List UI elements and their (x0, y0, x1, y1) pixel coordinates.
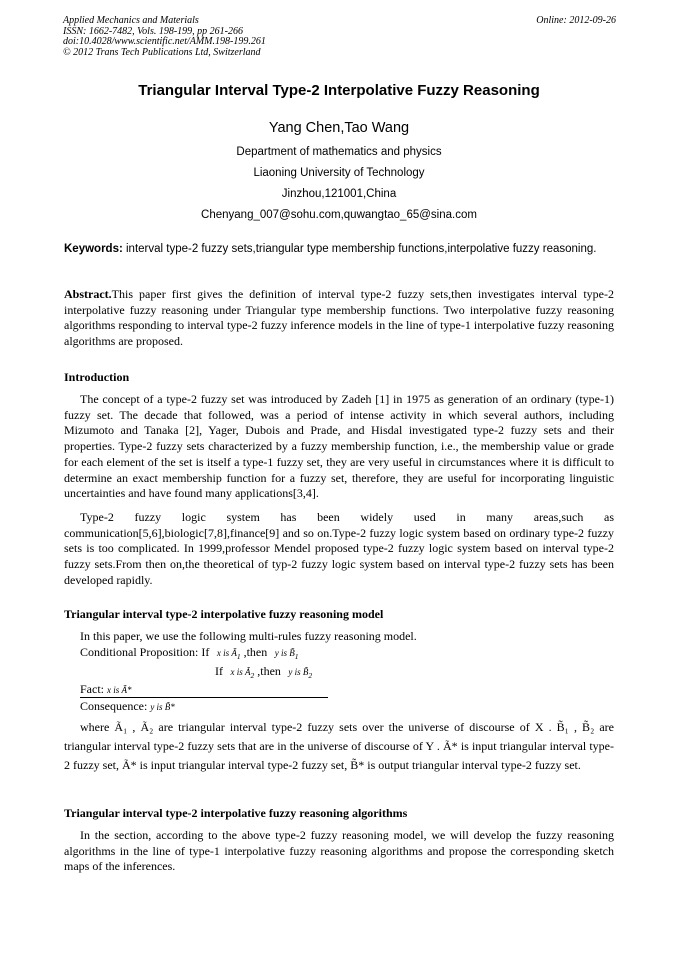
rule1-consequent: y is $B̃_1$ (274, 648, 299, 661)
where-line-2: X . B̃₁ , B̃₂ are triangular interval type-2 fuzzy sets that are in the universe of discourse of Y . Ã* is input (64, 720, 614, 753)
rule2-consequent: y is $B̃_2$ (288, 667, 313, 680)
affiliation-city: Jinzhou,121001,China (281, 188, 397, 200)
consequence-line (80, 699, 175, 715)
rule1-antecedent: x is $Ã_1$ (216, 648, 241, 661)
inference-divider (80, 697, 328, 698)
rule2-antecedent: x is $Ã_2$ (230, 667, 255, 680)
if-word: If (215, 664, 223, 678)
then-word: ,then (240, 645, 268, 659)
affiliation-email: Chenyang_007@sohu.com,quwangtao_65@sina.com (201, 209, 477, 221)
consequence-expr: y is B̃* (150, 702, 175, 712)
keywords-text: interval type-2 fuzzy sets,triangular type membership functions,interpolative fuzzy reasoning. (122, 243, 597, 255)
intro-heading: Introduction (64, 370, 130, 384)
abstract (64, 287, 614, 350)
keywords-label: Keywords: (64, 243, 123, 255)
conditional-label: Conditional Proposition: If (80, 645, 210, 659)
model-intro: In this paper, we use the following multi-rules fuzzy reasoning model. (80, 629, 417, 643)
algorithms-paragraph: In the section, according to the above type-2 fuzzy reasoning model, we will develop the fuzzy reasoning algorithms in the line of type-1 interpolative fuzzy reasoning algorithms and propose the corresponding sketch maps of the inferences. (64, 828, 614, 874)
intro-paragraph-1: The concept of a type-2 fuzzy set was introduced by Zadeh [1] in 1975 as generation of an ordinary (type-1) fuzzy set. The decade that followed, was a period of intense activity in which several authors, including Mizumoto and Tanaka [2], Yager, Dubois and Prade, and Hisdal investigated type-2 fuzzy sets and their properties. Type-2 fuzzy sets characterized by a fuzzy membership function, i.e., the membership value or grade for each element of the set is itself a type-1 fuzzy set, they are very useful in circumstances where it is difficult to determine an exact membership function for a fuzzy set, therefore, they are useful for incorporating linguistic uncertainties and have found many applications[3,4]. (64, 392, 614, 501)
journal-header (63, 16, 616, 58)
then-word-2: ,then (254, 664, 281, 678)
authors: Yang Chen,Tao Wang (268, 120, 410, 136)
algorithms-heading: Triangular interval type-2 interpolative fuzzy reasoning algorithms (64, 806, 408, 820)
issn-line: ISSN: 1662-7482, Vols. 198-199, pp 261-266 (63, 25, 243, 37)
where-line-4: triangular interval type-2 fuzzy set. (411, 758, 581, 772)
abstract-label: Abstract. (64, 287, 112, 301)
abstract-text: This paper first gives the definition of interval type-2 fuzzy sets,then investigates interval type-2 interpolative fuzzy reasoning under Triangular type membership functions. Two interpolative fuzzy reasoning algorithms responding to interval type-2 fuzzy inference models in the line of type-1 interpolative fuzzy reasoning algorithms are proposed. (64, 287, 614, 349)
consequence-label: Consequence: (80, 699, 148, 713)
copyright-line: © 2012 Trans Tech Publications Ltd, Switzerland (63, 46, 261, 58)
keywords (64, 243, 614, 257)
affiliation-dept: Department of mathematics and physics (236, 146, 442, 158)
paper-title: Triangular Interval Type-2 Interpolative Fuzzy Reasoning (138, 82, 540, 99)
rule-1 (80, 645, 299, 664)
affiliation-univ: Liaoning University of Technology (253, 167, 425, 179)
where-line-3: triangular interval type-2 fuzzy set, Ã* is input triangular interval type-2 fuzzy set, B̃* is output (64, 739, 615, 772)
intro-paragraph-2: Type-2 fuzzy logic system has been widely used in many areas,such as communication[5,6],biologic[7,8],finance[9] and so on.Type-2 fuzzy logic system based on ordinary type-2 fuzzy sets is too complicated. In 1999,professor Mendel proposed type-2 fuzzy logic system based on interval type-2 fuzzy sets.From then on,the theoretical of typ-2 fuzzy logic system based on interval type-2 fuzzy sets has been developed rapidly. (64, 510, 614, 587)
rule-2 (215, 664, 312, 683)
online-date: Online: 2012-09-26 (536, 15, 616, 26)
where-paragraph (64, 718, 614, 775)
doi-line: doi:10.4028/www.scientific.net/AMM.198-199.261 (63, 36, 266, 47)
fact-expr: x is Ã* (107, 685, 132, 695)
journal-name: Applied Mechanics and Materials (63, 15, 199, 26)
fact-label: Fact: (80, 682, 104, 696)
fact-line (80, 682, 132, 698)
where-line-1: where Ã₁ , Ã₂ are triangular interval type-2 fuzzy sets over the universe of discourse of (80, 720, 530, 734)
model-heading: Triangular interval type-2 interpolative fuzzy reasoning model (64, 607, 384, 621)
